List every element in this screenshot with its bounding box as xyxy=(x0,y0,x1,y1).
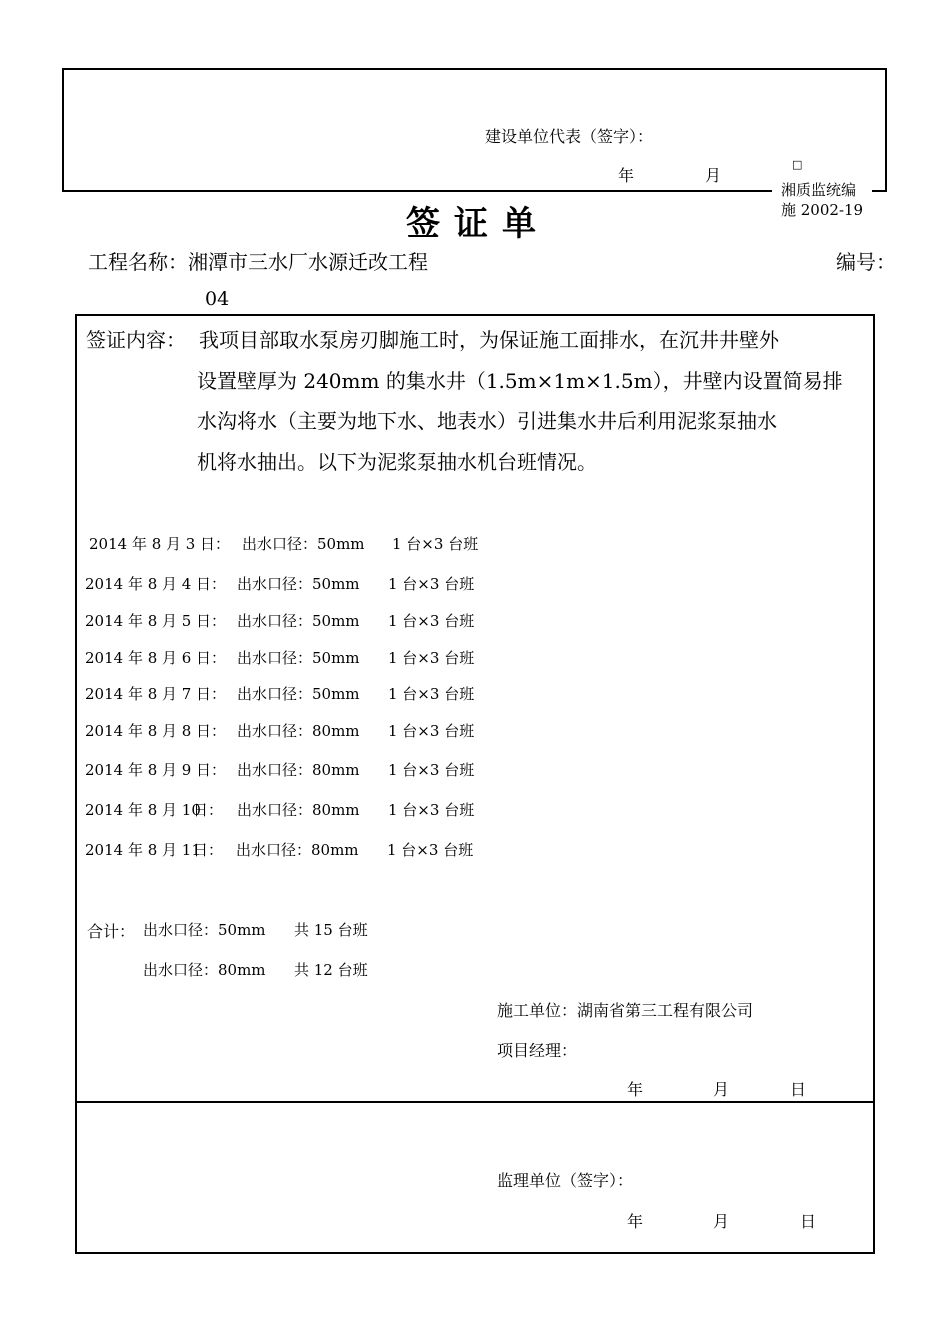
totals-spec: 出水口径：50mm xyxy=(143,921,266,939)
log-qty: 1 台×3 台班 xyxy=(388,685,475,703)
log-spec: 出水口径：80mm xyxy=(236,841,359,859)
supervisor-date-month: 月 xyxy=(713,1212,730,1231)
log-spec: 出水口径：50mm xyxy=(237,685,360,703)
content-line-1: 我项目部取水泵房刃脚施工时，为保证施工面排水，在沉井井壁外 xyxy=(199,328,779,352)
totals-label: 合计： xyxy=(87,922,136,941)
owner-date-month: 月 xyxy=(705,166,722,185)
log-spec: 出水口径：80mm xyxy=(237,722,360,740)
log-date: 2014 年 8 月 10 xyxy=(85,801,201,819)
owner-date-day-glyph: □ xyxy=(792,158,803,171)
form-code-line1: 湘质监统编 xyxy=(781,181,857,199)
log-date: 2014 年 8 月 7 xyxy=(85,685,192,703)
contractor-date-month: 月 xyxy=(713,1080,730,1099)
log-qty: 1 台×3 台班 xyxy=(392,535,479,553)
number-label: 编号： xyxy=(836,250,896,274)
log-day-suffix: 日： xyxy=(196,722,227,740)
number-value: 04 xyxy=(205,288,230,310)
contractor-date-year: 年 xyxy=(627,1080,644,1099)
log-spec: 出水口径：80mm xyxy=(237,801,360,819)
log-date: 2014 年 8 月 9 xyxy=(85,761,192,779)
log-day-suffix: 日： xyxy=(193,801,224,819)
content-line-4: 机将水抽出。以下为泥浆泵抽水机台班情况。 xyxy=(197,450,597,474)
owner-signature-box xyxy=(62,68,887,192)
log-spec: 出水口径：50mm xyxy=(242,535,365,553)
log-date: 2014 年 8 月 5 xyxy=(85,612,192,630)
supervisor-date-day: 日 xyxy=(800,1212,817,1231)
totals-count: 共 15 台班 xyxy=(294,921,368,939)
log-date: 2014 年 8 月 6 xyxy=(85,649,192,667)
log-day-suffix: 日： xyxy=(196,649,227,667)
log-spec: 出水口径：80mm xyxy=(237,761,360,779)
log-qty: 1 台×3 台班 xyxy=(388,801,475,819)
owner-box-right-tick xyxy=(872,190,887,192)
owner-rep-label: 建设单位代表（签字）： xyxy=(485,127,654,146)
log-spec: 出水口径：50mm xyxy=(237,649,360,667)
log-day-suffix: 日： xyxy=(200,535,231,553)
log-day-suffix: 日： xyxy=(193,841,224,859)
log-date: 2014 年 8 月 4 xyxy=(85,575,192,593)
supervisor-unit-label: 监理单位（签字）： xyxy=(497,1171,634,1190)
totals-spec: 出水口径：80mm xyxy=(143,961,266,979)
log-qty: 1 台×3 台班 xyxy=(387,841,474,859)
contractor-date-day: 日 xyxy=(790,1080,807,1099)
log-date: 2014 年 8 月 11 xyxy=(85,841,201,859)
log-day-suffix: 日： xyxy=(196,685,227,703)
project-manager-label: 项目经理： xyxy=(497,1041,578,1060)
project-name: 工程名称：湘潭市三水厂水源迁改工程 xyxy=(88,250,428,274)
log-date: 2014 年 8 月 3 xyxy=(89,535,196,553)
log-spec: 出水口径：50mm xyxy=(237,612,360,630)
log-day-suffix: 日： xyxy=(196,761,227,779)
owner-date-year: 年 xyxy=(618,166,635,185)
content-line-3: 水沟将水（主要为地下水、地表水）引进集水井后利用泥浆泵抽水 xyxy=(197,409,777,433)
log-qty: 1 台×3 台班 xyxy=(388,575,475,593)
contractor-unit: 施工单位：湖南省第三工程有限公司 xyxy=(497,1001,754,1020)
log-qty: 1 台×3 台班 xyxy=(388,649,475,667)
log-qty: 1 台×3 台班 xyxy=(388,722,475,740)
log-spec: 出水口径：50mm xyxy=(237,575,360,593)
log-day-suffix: 日： xyxy=(196,575,227,593)
supervisor-date-year: 年 xyxy=(627,1212,644,1231)
log-date: 2014 年 8 月 8 xyxy=(85,722,192,740)
page-title: 签证单 xyxy=(406,204,550,244)
supervisor-section-divider xyxy=(75,1101,875,1103)
log-day-suffix: 日： xyxy=(196,612,227,630)
log-qty: 1 台×3 台班 xyxy=(388,761,475,779)
content-label: 签证内容： xyxy=(86,328,186,352)
content-line-2: 设置壁厚为 240mm 的集水井（1.5m×1m×1.5m），井壁内设置简易排 xyxy=(197,369,843,393)
form-code-line2: 施 2002-19 xyxy=(781,201,864,219)
log-qty: 1 台×3 台班 xyxy=(388,612,475,630)
owner-box-bottom-border xyxy=(62,190,772,192)
totals-count: 共 12 台班 xyxy=(294,961,368,979)
